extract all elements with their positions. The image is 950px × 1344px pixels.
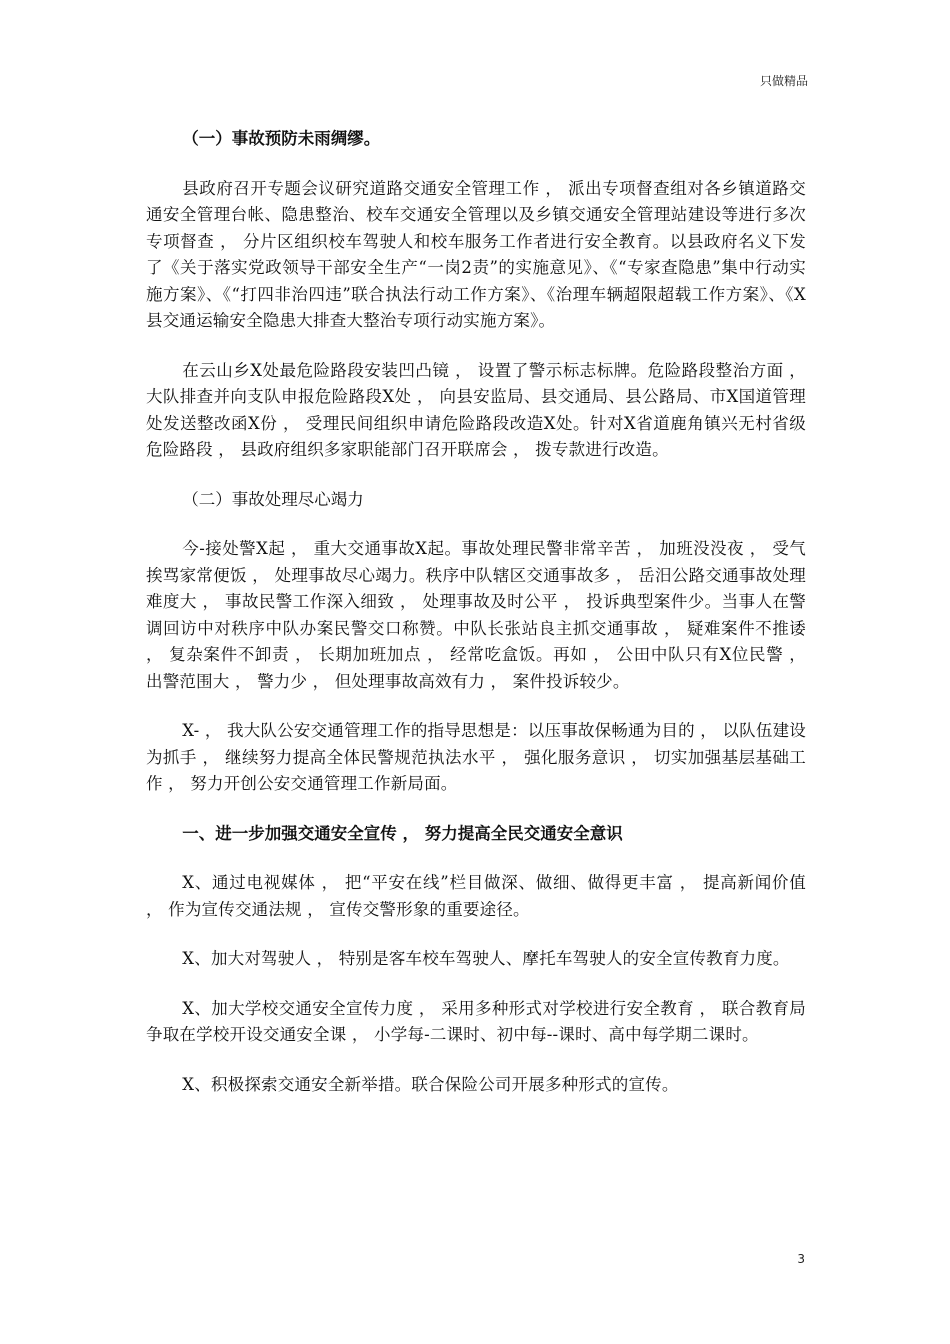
header-note: 只做精品 <box>759 74 808 88</box>
paragraph-county-meeting: 县政府召开专题会议研究道路交通安全管理工作 ， 派出专项督查组对各乡镇道路交通安全管理台帐、隐患整治、校车交通安全管理以及乡镇交通安全管理站建设等进行多次专项督查 ， 分片区组织校车驾驶人和校车服务工作者进行安全教育。以县政府名义下发了《关于落实党政领导干部安全生产“一岗2责”的实施意见》、《“专家查隐患”集中行动实施方案》、《“打四非治四违”联合执法行动工作方案》、《治理车辆超限超载工作方案》、《X县交通运输安全隐患大排查大整治专项行动实施方案》。 <box>146 178 806 330</box>
paragraph-guiding-ideology: X- ， 我大队公安交通管理工作的指导思想是：以压事故保畅通为目的 ， 以队伍建设为抓手 ， 继续努力提高全体民警规范执法水平 ， 强化服务意识 ， 切实加强基层基础工作 ， 努力开创公安交通管理工作新局面。 <box>146 721 806 793</box>
paragraph-driver-education: X、加大对驾驶人 ， 特别是客车校车驾驶人、摩托车驾驶人的安全宣传教育力度。 <box>182 949 790 968</box>
paragraph-dangerous-road-sections: 在云山乡X处最危险路段安装凹凸镜 ， 设置了警示标志标牌。危险路段整治方面 ， 大队排查并向支队申报危险路段X处 ， 向县安监局、县交通局、县公路局、市X国道管理处发送整改函X份 ， 受理民间组织申请危险路段改造X处。针对X省道鹿角镇兴无村省级危险路段 ， 县政府组织多家职能部门召开联席会 ， 拨专款进行改造。 <box>146 360 806 459</box>
paragraph-new-measures: X、积极探索交通安全新举措。联合保险公司开展多种形式的宣传。 <box>182 1074 679 1094</box>
section-heading-accident-handling: （二）事故处理尽心竭力 <box>182 489 364 509</box>
page-number: 3 <box>797 1252 805 1266</box>
section-heading-safety-publicity: 一、进一步加强交通安全宣传 ， 努力提高全民交通安全意识 <box>182 823 623 843</box>
document-body <box>146 126 806 1121</box>
paragraph-tv-media: X、通过电视媒体 ， 把“平安在线”栏目做深、做细、做得更丰富 ， 提高新闻价值 ， 作为宣传交通法规 ， 宣传交警形象的重要途径。 <box>146 873 806 919</box>
paragraph-school-publicity: X、加大学校交通安全宣传力度 ， 采用多种形式对学校进行安全教育 ， 联合教育局争取在学校开设交通安全课 ， 小学每-二课时、初中每--课时、高中每学期二课时。 <box>146 998 806 1044</box>
paragraph-accident-handling: 今-接处警X起 ， 重大交通事故X起。事故处理民警非常辛苦 ， 加班没没夜 ， 受气挨骂家常便饭 ， 处理事故尽心竭力。秩序中队辖区交通事故多 ， 岳汨公路交通事故处理难度大 ， 事故民警工作深入细致 ， 处理事故及时公平 ， 投诉典型案件少。当事人在警调回访中对秩序中队办案民警交口称赞。中队长张站良主抓交通事故 ， 疑难案件不推诿 ， 复杂案件不卸责 ， 长期加班加点 ， 经常吃盒饭。再如 ， 公田中队只有X位民警 ， 出警范围大 ， 警力少 ， 但处理事故高效有力 ， 案件投诉较少。 <box>146 539 806 691</box>
section-heading-accident-prevention: （一）事故预防未雨绸缪。 <box>182 129 381 148</box>
